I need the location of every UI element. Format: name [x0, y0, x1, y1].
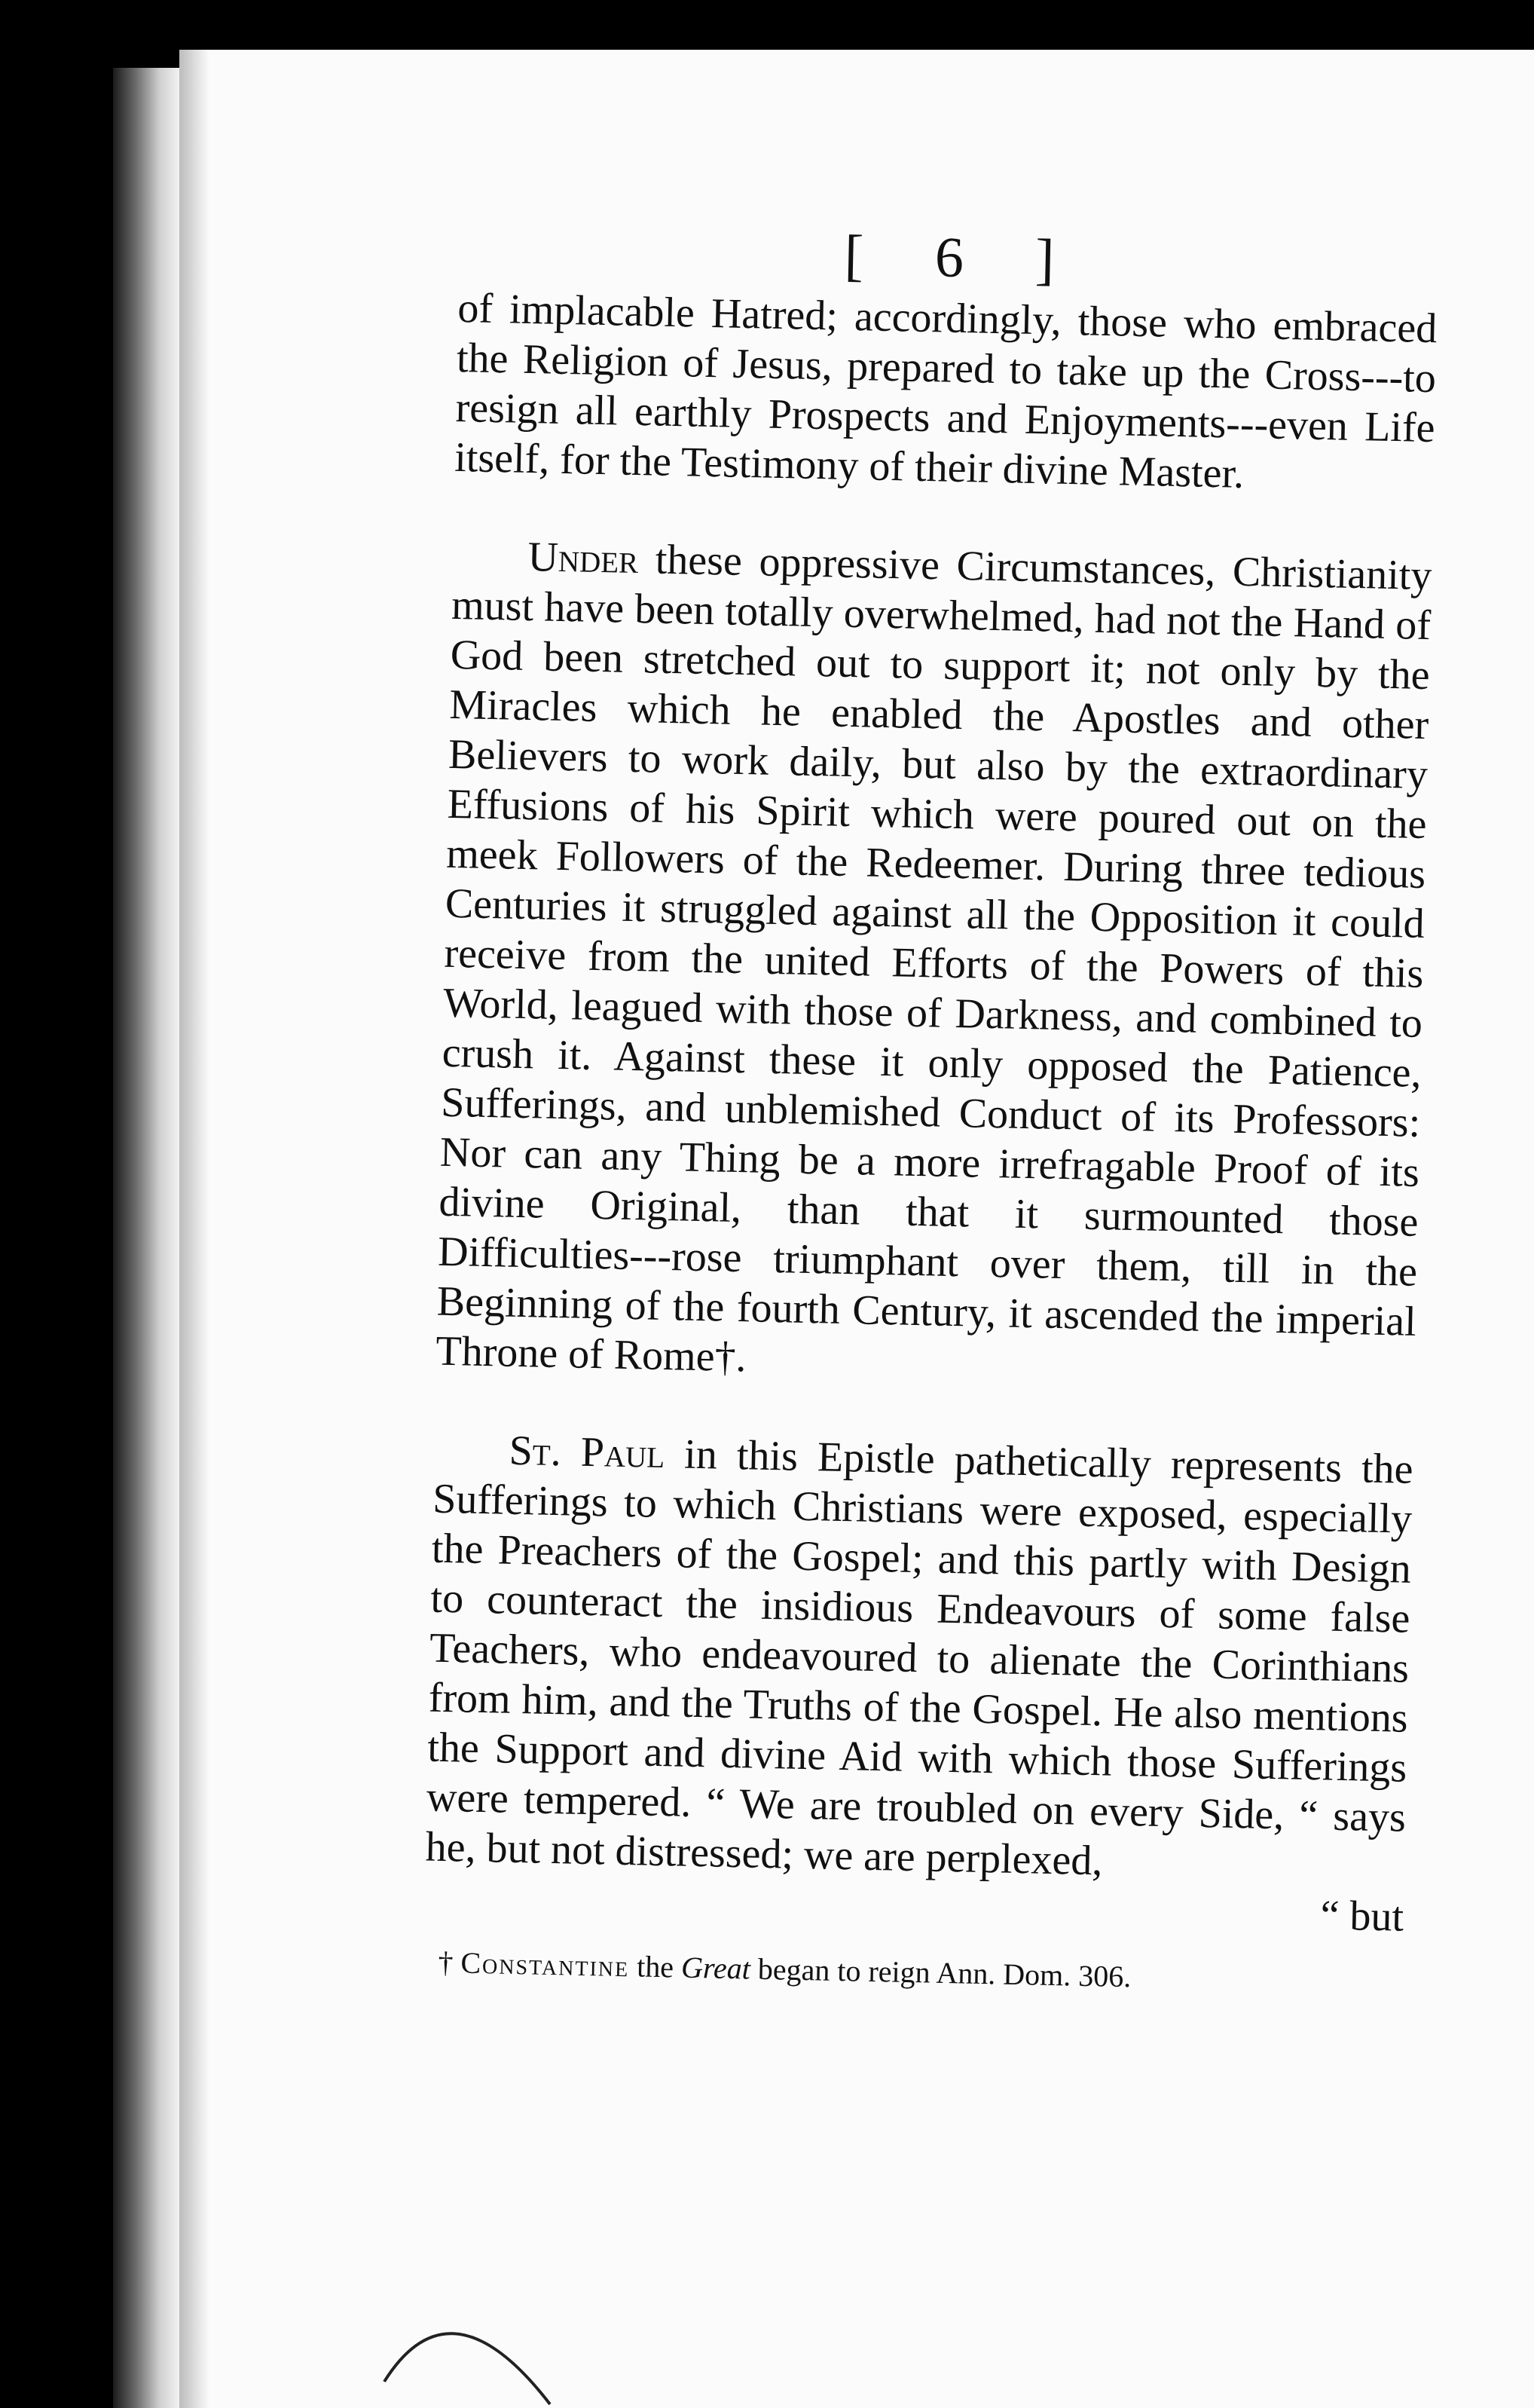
footnote-mark: † — [438, 1944, 462, 1980]
paragraph-2-lead: Under — [527, 534, 639, 583]
paragraph-3-text: in this Epistle pathetically represents the Sufferings to which Christians were exposed, especially the Preachers of the Gospel; and this partly with Design to counteract the insidious Endeavours of some false Teachers, who endeavoured to alienate the Corinthians from him, and the Truths of the Gospel. He also mentions the Support and divine Aid with which those Sufferings were tempered. “ We are troubled on every Side, “ says he, but not distressed; we are perplexed, — [425, 1430, 1414, 1885]
paragraph-2-text: these oppressive Circumstances, Christianity must have been totally overwhelmed, had not the Hand of God been stretched out to support it; not only by the Miracles which he enabled the Apostles and other Believers to work daily, but also by the extraordinary Effusions of his Spirit which were poured out on the meek Followers of the Redeemer. During three tedious Centuries it struggled against all the Opposition it could receive from the united Efforts of the Powers of this World, leagued with those of Darkness, and combined to crush it. Against these it only opposed the Patience, Sufferings, and unblemished Conduct of its Professors: Nor can any Thing be a more irrefragable Proof of its divine Original, than that it surmounted those Difficulties---rose triumphant over them, till in the Beginning of the fourth Century, it ascended the imperial Throne of Rome†. — [435, 536, 1433, 1381]
paragraph-1 — [454, 283, 1438, 503]
page-edge-mark — [377, 2291, 558, 2408]
paragraph-3-lead: St. Paul — [509, 1427, 665, 1478]
footnote-emphasis: Great — [680, 1950, 751, 1986]
footnote-post: began to reign Ann. Dom. 306. — [750, 1951, 1132, 1994]
page-number: [ 6 ] — [843, 223, 1084, 292]
footnote-pre: the — [628, 1949, 682, 1984]
page-gutter-shadow — [179, 50, 209, 2408]
footnote-name: Constantine — [460, 1945, 630, 1984]
page-text-block — [423, 219, 1439, 2003]
paragraph-1-text: of implacable Hatred; accordingly, those who embraced the Religion of Jesus, prepared to take up the Cross---to resign all earthly Prospects and Enjoyments---even Life itself, for the Testimony of their divine Master. — [454, 284, 1438, 497]
paragraph-3 — [425, 1424, 1413, 1892]
catchword: “ but — [1320, 1892, 1404, 1941]
book-spine-edge — [113, 68, 179, 2408]
paragraph-2 — [435, 531, 1432, 1397]
